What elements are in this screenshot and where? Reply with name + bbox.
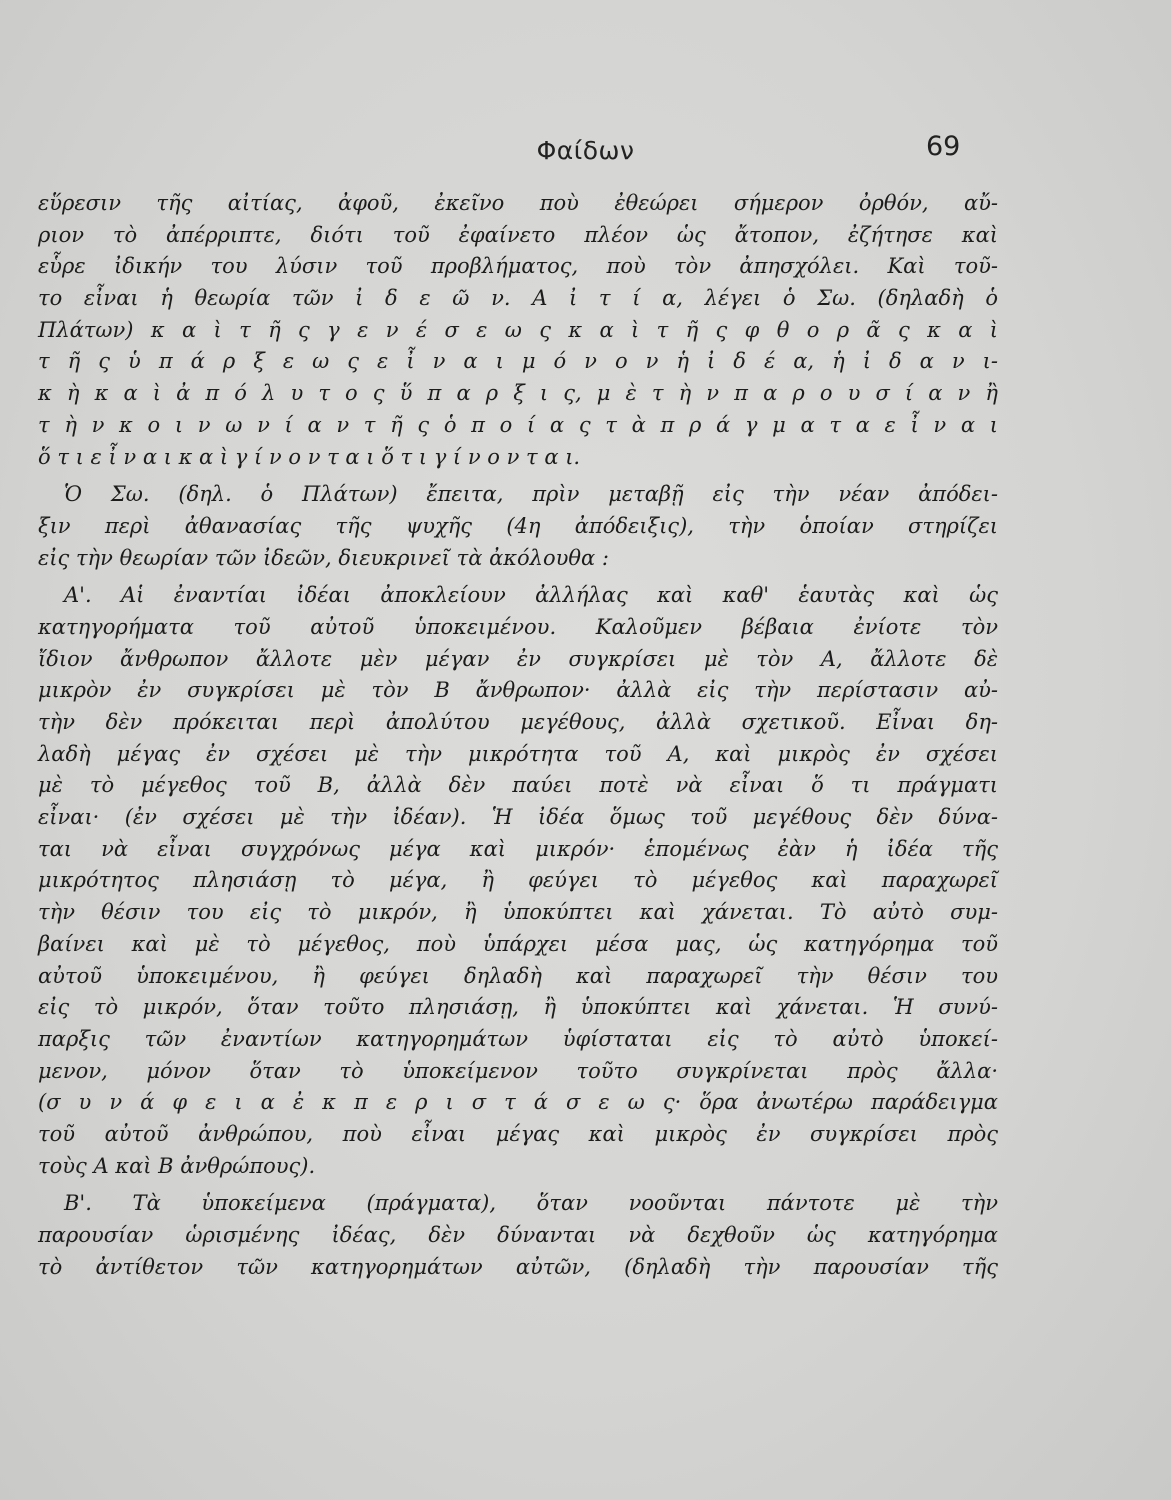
text-line: τοῦ αὐτοῦ ἀνθρώπου, ποὺ εἶναι μέγας καὶ μικρὸς ἐν συγκρίσει πρὸς	[38, 1121, 998, 1146]
text-line: Α'. Αἱ ἐναντίαι ἰδέαι ἀποκλείουν ἀλλήλας καὶ καθ' ἑαυτὰς καὶ ὡς	[64, 583, 998, 608]
text-line: παρουσίαν ὡρισμένης ἰδέας, δὲν δύνανται νὰ δεχθοῦν ὡς κατηγόρημα	[38, 1223, 998, 1247]
text-line: (σ υ ν ά φ ε ι α ἐ κ π ε ρ ι σ τ ά σ ε ω ς· ὅρα ἀνωτέρω παράδειγμα	[38, 1090, 998, 1115]
text-line: μενον, μόνον ὅταν τὸ ὑποκείμενον τοῦτο συγκρίνεται πρὸς ἄλλα·	[38, 1058, 998, 1083]
text-line: εἰς τὴν θεωρίαν τῶν ἰδεῶν, διευκρινεῖ τὰ ἀκόλουθα :	[38, 545, 609, 570]
text-line: ται νὰ εἶναι συγχρόνως μέγα καὶ μικρόν· ἑπομένως ἐὰν ἡ ἰδέα τῆς	[38, 836, 998, 861]
text-body	[38, 188, 998, 1283]
text-line: μὲ τὸ μέγεθος τοῦ Β, ἀλλὰ δὲν παύει ποτὲ νὰ εἶναι ὅ τι πράγματι	[38, 773, 998, 798]
text-line: Ὁ Σω. (δηλ. ὁ Πλάτων) ἔπειτα, πρὶν μεταβῇ εἰς τὴν νέαν ἀπόδει-	[64, 482, 998, 507]
text-line: παρξις τῶν ἐναντίων κατηγορημάτων ὑφίσταται εἰς τὸ αὐτὸ ὑποκεί-	[38, 1026, 998, 1051]
text-line: τ ὴ ν κ ο ι ν ω ν ί α ν τ ῆ ς ὁ π ο ί α ς τ ὰ π ρ ά γ μ α τ α ε ἶ ν α ι	[38, 412, 998, 437]
text-line: Β'. Τὰ ὑποκείμενα (πράγματα), ὅταν νοοῦνται πάντοτε μὲ τὴν	[64, 1191, 998, 1216]
text-line: εἶναι· (ἐν σχέσει μὲ τὴν ἰδέαν). Ἡ ἰδέα ὅμως τοῦ μεγέθους δὲν δύνα-	[38, 805, 998, 830]
text-line: τὴν δὲν πρόκειται περὶ ἀπολύτου μεγέθους, ἀλλὰ σχετικοῦ. Εἶναι δη-	[38, 710, 998, 734]
text-line: το εἶναι ἡ θεωρία τῶν ἰ δ ε ῶ ν. Α ἰ τ ί α, λέγει ὁ Σω. (δηλαδὴ ὁ	[38, 286, 998, 311]
text-line: μικρότητος πλησιάσῃ τὸ μέγα, ἢ φεύγει τὸ μέγεθος καὶ παραχωρεῖ	[38, 868, 998, 893]
text-line: λαδὴ μέγας ἐν σχέσει μὲ τὴν μικρότητα τοῦ Α, καὶ μικρὸς ἐν σχέσει	[38, 741, 998, 766]
text-line: βαίνει καὶ μὲ τὸ μέγεθος, ποὺ ὑπάρχει μέσα μας, ὡς κατηγόρημα τοῦ	[38, 931, 998, 956]
text-line: ξιν περὶ ἀθανασίας τῆς ψυχῆς (4η ἀπόδειξις), τὴν ὁποίαν στηρίζει	[38, 513, 998, 538]
page-number: 69	[926, 131, 961, 162]
text-line: τοὺς Α καὶ Β ἀνθρώπους).	[38, 1153, 316, 1178]
text-line: ἴδιον ἄνθρωπον ἄλλοτε μὲν μέγαν ἐν συγκρίσει μὲ τὸν Α, ἄλλοτε δὲ	[38, 646, 998, 671]
text-line: εἰς τὸ μικρόν, ὅταν τοῦτο πλησιάσῃ, ἢ ὑποκύπτει καὶ χάνεται. Ἡ συνύ-	[38, 995, 998, 1020]
text-line: τ ῆ ς ὑ π ά ρ ξ ε ω ς ε ἶ ν α ι μ ό ν ο ν ἡ ἰ δ έ α, ἡ ἰ δ α ν ι-	[38, 349, 998, 374]
text-line: ὅ τ ι ε ἶ ν α ι κ α ὶ γ ί ν ο ν τ α ι ὅ τ ι γ ί ν ο ν τ α ι.	[38, 444, 581, 469]
text-line: κατηγορήματα τοῦ αὐτοῦ ὑποκειμένου. Καλοῦμεν βέβαια ἐνίοτε τὸν	[38, 614, 998, 639]
text-line: Πλάτων) κ α ὶ τ ῆ ς γ ε ν έ σ ε ω ς κ α ὶ τ ῆ ς φ θ ο ρ ᾶ ς κ α ὶ	[38, 317, 998, 342]
text-line: εὕρεσιν τῆς αἰτίας, ἀφοῦ, ἐκεῖνο ποὺ ἐθεώρει σήμερον ὀρθόν, αὔ-	[38, 191, 998, 215]
text-line: κ ὴ κ α ὶ ἀ π ό λ υ τ ο ς ὕ π α ρ ξ ι ς, μ ὲ τ ὴ ν π α ρ ο υ σ ί α ν ἢ	[38, 381, 998, 406]
text-line: εὗρε ἰδικήν του λύσιν τοῦ προβλήματος, ποὺ τὸν ἀπησχόλει. Καὶ τοῦ-	[38, 254, 998, 279]
text-line: τὴν θέσιν του εἰς τὸ μικρόν, ἢ ὑποκύπτει καὶ χάνεται. Τὸ αὐτὸ συμ-	[38, 900, 998, 925]
text-line: μικρὸν ἐν συγκρίσει μὲ τὸν Β ἄνθρωπον· ἀλλὰ εἰς τὴν περίστασιν αὐ-	[38, 678, 998, 703]
text-line: τὸ ἀντίθετον τῶν κατηγορημάτων αὐτῶν, (δηλαδὴ τὴν παρουσίαν τῆς	[38, 1254, 998, 1279]
text-line: αὐτοῦ ὑποκειμένου, ἢ φεύγει δηλαδὴ καὶ παραχωρεῖ τὴν θέσιν του	[38, 963, 998, 988]
text-line: ριον τὸ ἀπέρριπτε, διότι τοῦ ἐφαίνετο πλέον ὡς ἄτοπον, ἐζήτησε καὶ	[38, 222, 998, 247]
running-header-title: Φαίδων	[536, 136, 635, 165]
